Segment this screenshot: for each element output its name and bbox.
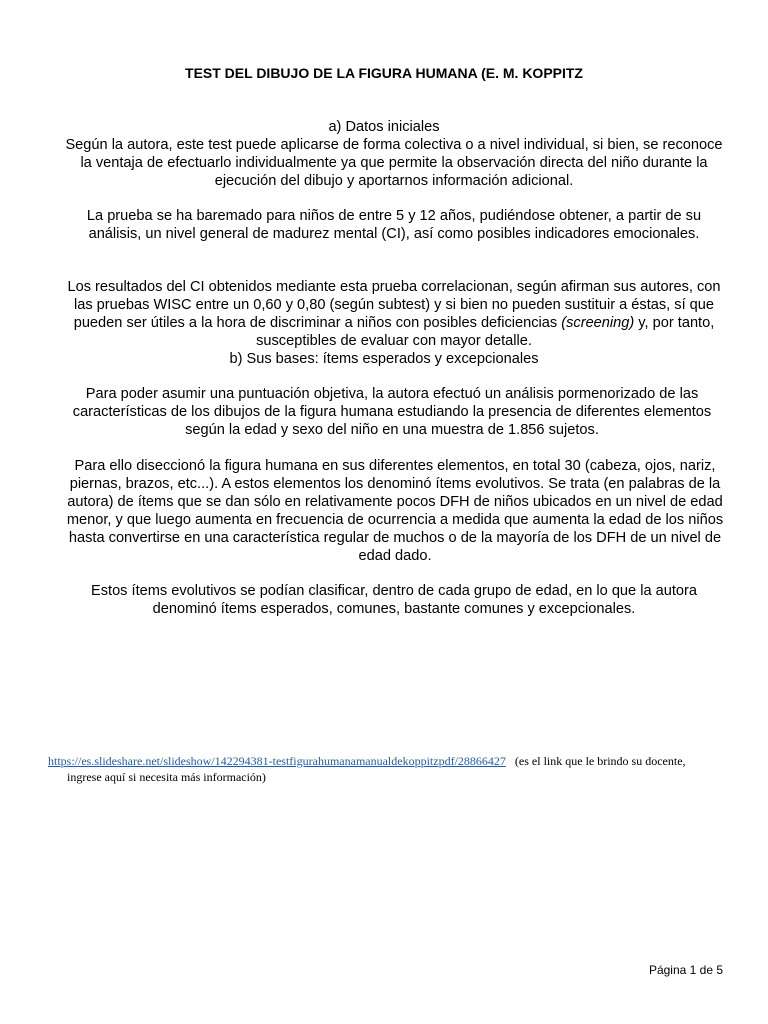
document-title: TEST DEL DIBUJO DE LA FIGURA HUMANA (E. M. KOPPITZ [185,65,583,81]
paragraph-4: Para poder asumir una puntuación objetiva, la autora efectuó un análisis pormenorizado de las características de los dibujos de la figura humana estudiando la presencia de diferentes elementos según la edad y sexo del niño en una muestra de 1.856 sujetos. [72,386,712,438]
paragraph-6: Estos ítems evolutivos se podían clasificar, dentro de cada grupo de edad, en lo que la autora denominó ítems esperados, comunes, bastante comunes y excepcionales. [90,583,698,617]
paragraph-3-italic-term: (screening) [561,315,635,331]
paragraph-3-text-end: y, por tanto, susceptibles de evaluar con mayor detalle. [256,315,715,349]
paragraph-3-text-start: Los resultados del CI obtenidos mediante esta prueba correlacionan, según afirman sus autores, con las pruebas WISC entre un 0,60 y 0,80 (según subtest) y si bien no pueden sustituir a éstas, sí que pueden ser útiles a la hora de discriminar a niños con posibles deficiencias [67,279,721,331]
reference-link-block [48,753,728,785]
reference-note-line-2: ingrese aquí si necesita más información) [67,770,266,784]
reference-link[interactable]: https://es.slideshare.net/slideshow/142294381-testfigurahumanamanualdekoppitzpdf/28866427 [48,754,506,768]
section-a-heading: a) Datos iniciales [328,119,440,135]
paragraph-1: Según la autora, este test puede aplicarse de forma colectiva o a nivel individual, si bien, se reconoce la ventaja de efectuarlo individualmente ya que permite la observación directa del niño durante la ejecución del dibujo y aportarnos información adicional. [65,137,723,189]
reference-note-line-1: (es el link que le brindo su docente, [514,754,686,768]
paragraph-2: La prueba se ha baremado para niños de entre 5 y 12 años, pudiéndose obtener, a partir de su análisis, un nivel general de madurez mental (CI), así como posibles indicadores emocionales. [86,208,702,242]
paragraph-5: Para ello diseccionó la figura humana en sus diferentes elementos, en total 30 (cabeza, ojos, nariz, piernas, brazos, etc...). A estos elementos los denominó ítems evolutivos. Se trata (en palabras de la autora) de ítems que se dan sólo en relativamente pocos DFH de niños ubicados en un nivel de edad menor, y que luego aumenta en frecuencia de ocurrencia a medida que aumenta la edad de los niños hasta convertirse en una característica regular de muchos o de la mayoría de los DFH de un nivel de edad dado. [66,458,724,564]
page-indicator: Página 1 de 5 [648,963,723,977]
section-b-heading: b) Sus bases: ítems esperados y excepcionales [229,351,539,367]
paragraph-3 [60,278,728,350]
